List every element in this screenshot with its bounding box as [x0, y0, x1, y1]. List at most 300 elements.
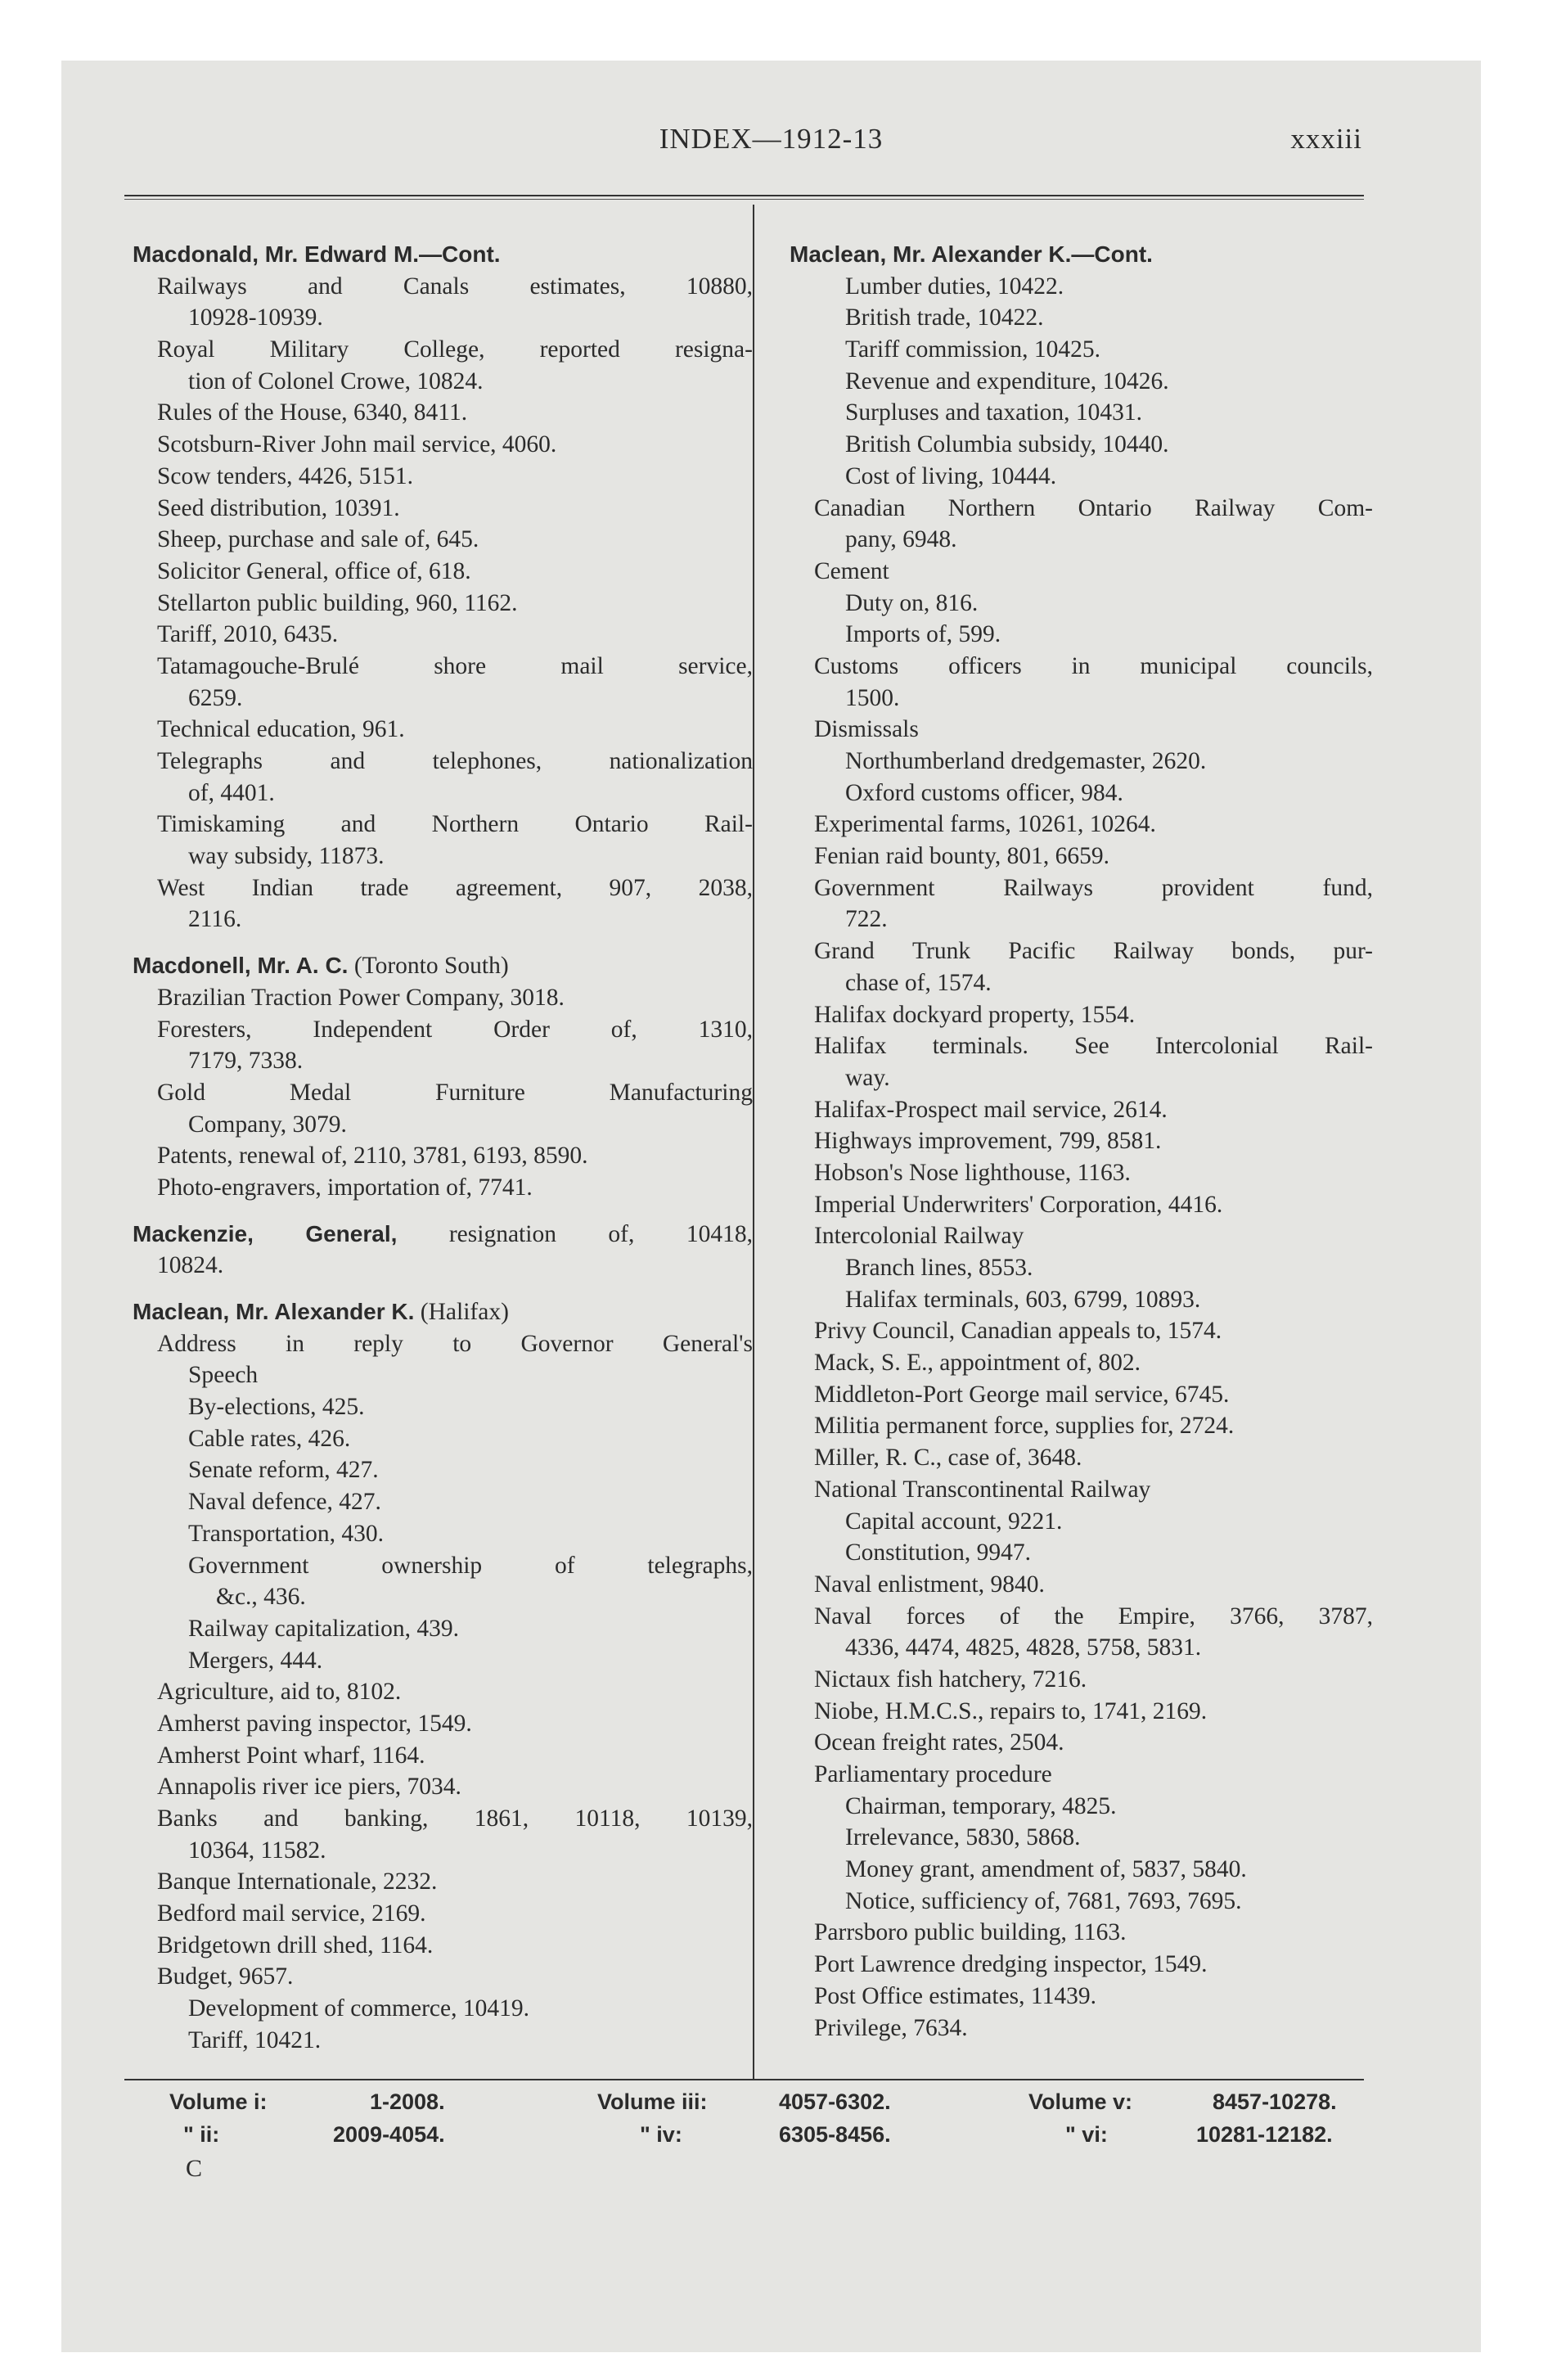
entry-word: trade	[360, 874, 409, 901]
entry-text: Mack, S. E., appointment of, 802.	[814, 1350, 1141, 1377]
entry-text: Company, 3079.	[188, 1111, 347, 1138]
entry-text: Miller, R. C., case of, 3648.	[814, 1445, 1082, 1472]
entry-word: the	[1054, 1602, 1084, 1629]
index-entry	[133, 588, 754, 620]
index-entry	[133, 1454, 754, 1486]
index-entry	[790, 809, 1375, 841]
entry-text: Railway capitalization, 439.	[188, 1615, 459, 1642]
index-entry	[790, 1379, 1375, 1411]
entry-text: Naval defence, 427.	[188, 1489, 381, 1516]
index-entry	[790, 872, 1375, 904]
index-entry	[790, 271, 1375, 303]
entry-text: Solicitor General, office of, 618.	[157, 557, 471, 584]
index-entry	[790, 1854, 1375, 1886]
entry-text: Surpluses and taxation, 10431.	[845, 399, 1142, 426]
entry-text: Chairman, temporary, 4825.	[845, 1792, 1117, 1819]
entry-word: reported	[539, 336, 620, 363]
entry-word: Governor	[520, 1330, 614, 1357]
entry-word: bonds,	[1231, 938, 1296, 965]
index-entry	[133, 1581, 754, 1613]
index-entry	[790, 1696, 1375, 1728]
entry-text: Naval enlistment, 9840.	[814, 1571, 1045, 1598]
index-entry	[790, 1506, 1375, 1538]
entry-word: Northern	[947, 494, 1036, 521]
entry-text: Bedford mail service, 2169.	[157, 1900, 426, 1927]
entry-text: Tariff commission, 10425.	[845, 336, 1101, 363]
entry-word: municipal	[1140, 652, 1237, 679]
entry-word: 10118,	[574, 1805, 641, 1832]
entry-text: Ocean freight rates, 2504.	[814, 1729, 1064, 1756]
entry-text: Scow tenders, 4426, 5151.	[157, 462, 413, 489]
index-entry	[790, 1252, 1375, 1284]
entry-text: Oxford customs officer, 984.	[845, 779, 1123, 806]
entry-word: estimates,	[529, 273, 626, 300]
index-entry	[133, 1077, 754, 1109]
entry-word: Manufacturing	[609, 1079, 753, 1106]
page-number: xxxiii	[1290, 123, 1362, 155]
entry-word: Com-	[1317, 494, 1373, 521]
index-entry	[790, 1791, 1375, 1823]
index-entry	[790, 1410, 1375, 1442]
entry-word: fund,	[1322, 874, 1373, 901]
entry-word: resignation	[448, 1220, 556, 1247]
entry-text: Development of commerce, 10419.	[188, 1995, 529, 2022]
entry-word: Rail-	[1325, 1033, 1373, 1060]
entry-text: Maclean, Mr. Alexander K.—Cont.	[790, 241, 1153, 267]
entry-text: Privy Council, Canadian appeals to, 1574.	[814, 1318, 1222, 1345]
entry-word: 1861,	[474, 1805, 529, 1832]
index-entry	[790, 619, 1375, 651]
index-entry	[133, 493, 754, 525]
index-entry	[133, 1250, 754, 1282]
entry-text: 722.	[845, 906, 888, 933]
index-entry	[790, 1759, 1375, 1791]
entry-text: of, 4401.	[188, 779, 275, 806]
index-entry	[790, 1442, 1375, 1474]
index-entry	[133, 982, 754, 1014]
index-entry	[790, 334, 1375, 366]
entry-word: terminals.	[932, 1033, 1028, 1060]
entry-word: provident	[1161, 874, 1254, 901]
entry-text: Seed distribution, 10391.	[157, 494, 400, 521]
index-entry	[133, 619, 754, 651]
entry-word: 907,	[609, 874, 652, 901]
index-entry	[133, 366, 754, 398]
entry-word: 10418,	[686, 1220, 753, 1247]
index-entry	[790, 302, 1375, 334]
entry-word: Pacific	[1008, 938, 1076, 965]
index-entry	[790, 556, 1375, 588]
entry-text: Middleton-Port George mail service, 6745.	[814, 1381, 1230, 1408]
index-entry	[790, 1569, 1375, 1601]
index-entry	[133, 1866, 754, 1898]
entry-word: Railways	[1003, 874, 1093, 901]
index-entry	[133, 429, 754, 461]
entry-word: and	[340, 811, 376, 838]
index-entry	[133, 1771, 754, 1803]
index-entry	[790, 461, 1375, 493]
index-heading	[790, 239, 1375, 271]
entry-word: Canadian	[814, 494, 906, 521]
entry-word: 3787,	[1318, 1602, 1373, 1629]
index-entry	[133, 1803, 754, 1835]
entry-text: Macdonald, Mr. Edward M.—Cont.	[133, 241, 501, 267]
entry-word: Indian	[251, 874, 314, 901]
entry-word: Royal	[157, 336, 215, 363]
entry-text: 2116.	[188, 906, 242, 933]
index-entry	[790, 2013, 1375, 2044]
entry-text: Amherst paving inspector, 1549.	[157, 1710, 472, 1737]
entry-text: Capital account, 9221.	[845, 1508, 1063, 1535]
index-entry	[133, 1645, 754, 1677]
index-entry	[790, 1094, 1375, 1126]
entry-text: Amherst Point wharf, 1164.	[157, 1742, 425, 1769]
index-entry	[790, 999, 1375, 1031]
entry-word: Railway	[1113, 938, 1194, 965]
entry-text: Transportation, 430.	[188, 1520, 385, 1547]
entry-text: Money grant, amendment of, 5837, 5840.	[845, 1856, 1247, 1883]
volume-4-range: 6305-8456.	[779, 2122, 891, 2147]
entry-word: of,	[608, 1220, 635, 1247]
index-entry	[133, 1486, 754, 1518]
index-entry	[133, 1359, 754, 1391]
index-entry	[790, 1157, 1375, 1189]
entry-text: Notice, sufficiency of, 7681, 7693, 7695.	[845, 1887, 1242, 1914]
index-entry	[133, 1550, 754, 1582]
entry-text: National Transcontinental Railway	[814, 1476, 1151, 1503]
index-entry	[133, 556, 754, 588]
index-entry	[133, 1740, 754, 1772]
entry-word: forces	[906, 1602, 965, 1629]
index-entry	[790, 1981, 1375, 2013]
index-entry	[790, 714, 1375, 746]
index-entry	[790, 429, 1375, 461]
index-entry	[790, 651, 1375, 683]
entry-word: Halifax	[814, 1033, 887, 1060]
entry-word: Grand	[814, 938, 875, 965]
index-entry	[790, 1474, 1375, 1506]
index-entry	[133, 397, 754, 429]
entry-word: resigna-	[674, 336, 753, 363]
entry-word: Address	[157, 1330, 236, 1357]
entry-text: Rules of the House, 6340, 8411.	[157, 399, 468, 426]
entry-word: in	[1071, 652, 1091, 679]
entry-word: of	[555, 1552, 575, 1579]
volume-1-range: 1-2008.	[370, 2089, 445, 2114]
index-entry	[133, 1993, 754, 2025]
entry-word: 10139,	[686, 1805, 753, 1832]
entry-word: Foresters,	[157, 1016, 252, 1043]
top-rule	[124, 195, 1364, 200]
entry-text: Stellarton public building, 960, 1162.	[157, 589, 518, 616]
entry-text: Hobson's Nose lighthouse, 1163.	[814, 1159, 1131, 1186]
index-entry	[790, 1062, 1375, 1094]
left-index-column	[133, 239, 754, 2057]
entry-text: 10364, 11582.	[188, 1837, 326, 1864]
entry-word: Railways	[157, 273, 247, 300]
entry-word: banking,	[344, 1805, 429, 1832]
entry-text: 10928-10939.	[188, 304, 323, 331]
entry-text: Brazilian Traction Power Company, 3018.	[157, 984, 565, 1011]
index-entry	[133, 524, 754, 556]
entry-text: British trade, 10422.	[845, 304, 1044, 331]
entry-word: General,	[305, 1220, 398, 1246]
entry-text: tion of Colonel Crowe, 10824.	[188, 367, 484, 394]
index-entry	[133, 872, 754, 904]
volume-6-range: 10281-12182.	[1196, 2122, 1333, 2147]
volume-2-range: 2009-4054.	[333, 2122, 445, 2147]
entry-text: Patents, renewal of, 2110, 3781, 6193, 8590.	[157, 1143, 588, 1170]
entry-text: Banque Internationale, 2232.	[157, 1868, 438, 1895]
volume-4-label: " iv:	[640, 2122, 682, 2147]
index-entry	[133, 1835, 754, 1867]
entry-word: Military	[269, 336, 349, 363]
index-entry	[133, 778, 754, 809]
entry-text: Mergers, 444.	[188, 1647, 323, 1674]
index-entry	[133, 334, 754, 366]
page-title: INDEX—1912-13	[659, 123, 884, 155]
entry-word: Furniture	[435, 1079, 525, 1106]
index-entry	[790, 588, 1375, 620]
entry-text: Northumberland dredgemaster, 2620.	[845, 748, 1207, 774]
index-entry	[133, 1172, 754, 1204]
entry-text: Technical education, 961.	[157, 716, 405, 743]
entry-word: Customs	[814, 652, 899, 679]
entry-word: Ontario	[574, 811, 649, 838]
entry-text: Halifax dockyard property, 1554.	[814, 1001, 1136, 1028]
entry-text: British Columbia subsidy, 10440.	[845, 431, 1169, 458]
entry-text: Militia permanent force, supplies for, 2724.	[814, 1413, 1235, 1440]
entry-word: Rail-	[704, 811, 753, 838]
entry-text: Sheep, purchase and sale of, 645.	[157, 526, 479, 553]
index-entry	[790, 683, 1375, 714]
entry-word: Ontario	[1078, 494, 1152, 521]
index-entry	[790, 746, 1375, 778]
index-entry	[790, 967, 1375, 999]
entry-word: 2038,	[698, 874, 753, 901]
index-entry	[790, 1284, 1375, 1316]
entry-word: shore	[434, 652, 487, 679]
entry-word: Telegraphs	[157, 748, 263, 774]
entry-word: mail	[560, 652, 604, 679]
entry-text: 4336, 4474, 4825, 4828, 5758, 5831.	[845, 1634, 1202, 1661]
index-entry	[790, 1664, 1375, 1696]
entry-text: Halifax-Prospect mail service, 2614.	[814, 1096, 1168, 1123]
entry-text: Highways improvement, 799, 8581.	[814, 1128, 1162, 1155]
entry-word: and	[330, 748, 366, 774]
index-entry	[790, 1601, 1375, 1633]
index-heading	[133, 1296, 754, 1328]
volume-5-range: 8457-10278.	[1213, 2089, 1337, 2114]
index-entry	[133, 1328, 754, 1360]
entry-word: Empire,	[1118, 1602, 1195, 1629]
entry-text: Post Office estimates, 11439.	[814, 1982, 1096, 2009]
index-entry	[790, 1727, 1375, 1759]
entry-text: Dismissals	[814, 716, 919, 743]
index-entry	[133, 1140, 754, 1172]
index-entry	[790, 778, 1375, 809]
entry-word: Northern	[431, 811, 520, 838]
entry-text: Annapolis river ice piers, 7034.	[157, 1774, 461, 1801]
volume-6-label: " vi:	[1065, 2122, 1108, 2147]
entry-text: 1500.	[845, 684, 900, 711]
index-entry	[790, 935, 1375, 967]
index-entry	[133, 302, 754, 334]
entry-text: Halifax terminals, 603, 6799, 10893.	[845, 1286, 1201, 1313]
index-entry	[790, 1030, 1375, 1062]
entry-word: Naval	[814, 1602, 872, 1629]
running-head	[61, 123, 1481, 164]
entry-word: Medal	[289, 1079, 352, 1106]
entry-text: Imperial Underwriters' Corporation, 4416.	[814, 1191, 1223, 1218]
entry-text: &c., 436.	[216, 1584, 306, 1611]
entry-text: Constitution, 9947.	[845, 1539, 1032, 1566]
entry-text: Tariff, 10421.	[188, 2026, 322, 2053]
entry-word: Intercolonial	[1155, 1033, 1279, 1060]
index-entry	[790, 1537, 1375, 1569]
index-entry	[790, 397, 1375, 429]
index-entry	[790, 1886, 1375, 1918]
entry-word: and	[263, 1805, 299, 1832]
entry-suffix: (Halifax)	[414, 1299, 509, 1325]
index-entry	[133, 809, 754, 841]
entry-text: Parliamentary procedure	[814, 1761, 1052, 1787]
entry-text: 10824.	[157, 1252, 224, 1279]
entry-text: Privilege, 7634.	[814, 2014, 968, 2041]
index-entry	[790, 904, 1375, 935]
entry-text: Lumber duties, 10422.	[845, 273, 1064, 300]
entry-word: reply	[353, 1330, 403, 1357]
entry-word: in	[286, 1330, 304, 1357]
index-heading	[133, 1219, 754, 1251]
index-entry	[790, 1189, 1375, 1221]
entry-word: agreement,	[455, 874, 563, 901]
entry-text: Revenue and expenditure, 10426.	[845, 367, 1169, 394]
entry-text: Fenian raid bounty, 801, 6659.	[814, 843, 1110, 870]
index-entry	[790, 1822, 1375, 1854]
index-entry	[133, 1518, 754, 1550]
index-entry	[790, 1315, 1375, 1347]
entry-word: Tatamagouche-Brulé	[157, 652, 359, 679]
entry-text: Bridgetown drill shed, 1164.	[157, 1931, 434, 1959]
volume-1-label: Volume i:	[169, 2089, 268, 2114]
entry-text: Intercolonial Railway	[814, 1223, 1024, 1250]
entry-word: Government	[814, 874, 935, 901]
index-entry	[133, 1423, 754, 1455]
index-entry	[790, 1917, 1375, 1949]
entry-text: Tariff, 2010, 6435.	[157, 621, 339, 648]
entry-word: General's	[662, 1330, 753, 1357]
entry-text: Imports of, 599.	[845, 621, 1001, 648]
entry-word: of	[999, 1602, 1020, 1629]
index-entry	[133, 271, 754, 303]
entry-word: telephones,	[432, 748, 542, 774]
index-entry	[790, 493, 1375, 525]
entry-word: Railway	[1195, 494, 1276, 521]
bottom-rule	[124, 2079, 1364, 2080]
entry-word: pur-	[1333, 938, 1373, 965]
index-entry	[133, 1391, 754, 1423]
entry-word: councils,	[1286, 652, 1373, 679]
entry-text: Macdonell, Mr. A. C.	[133, 953, 349, 979]
entry-text: Maclean, Mr. Alexander K.	[133, 1299, 415, 1324]
entry-text: Niobe, H.M.C.S., repairs to, 1741, 2169.	[814, 1697, 1208, 1724]
index-entry	[133, 1613, 754, 1645]
entry-text: pany, 6948.	[845, 526, 957, 553]
entry-word: College,	[403, 336, 485, 363]
index-entry	[133, 1708, 754, 1740]
entry-text: way subsidy, 11873.	[188, 843, 385, 870]
entry-text: Nictaux fish hatchery, 7216.	[814, 1666, 1087, 1693]
entry-text: Parrsboro public building, 1163.	[814, 1919, 1127, 1946]
entry-word: of,	[610, 1016, 637, 1043]
entry-text: Duty on, 816.	[845, 589, 979, 616]
index-entry	[133, 2025, 754, 2057]
entry-word: officers	[948, 652, 1022, 679]
entry-word: Independent	[313, 1016, 433, 1043]
entry-text: Irrelevance, 5830, 5868.	[845, 1824, 1081, 1851]
entry-word: nationalization	[609, 748, 753, 774]
entry-word: Banks	[157, 1805, 218, 1832]
column-divider	[753, 205, 754, 2079]
volume-3-range: 4057-6302.	[779, 2089, 891, 2114]
entry-text: way.	[845, 1064, 890, 1091]
signature-mark: C	[186, 2155, 203, 2182]
entry-text: Scotsburn-River John mail service, 4060.	[157, 431, 557, 458]
entry-word: ownership	[381, 1552, 483, 1579]
entry-word: 1310,	[698, 1016, 753, 1043]
entry-word: service,	[678, 652, 753, 679]
entry-text: Senate reform, 427.	[188, 1457, 379, 1484]
volume-3-label: Volume iii:	[597, 2089, 708, 2114]
entry-text: Cement	[814, 557, 889, 584]
volume-2-label: " ii:	[183, 2122, 220, 2147]
entry-text: chase of, 1574.	[845, 969, 992, 996]
index-heading	[133, 239, 754, 271]
index-entry	[133, 1014, 754, 1046]
entry-text: Speech	[188, 1362, 259, 1389]
index-entry	[133, 683, 754, 714]
index-entry	[133, 1676, 754, 1708]
entry-word: Canals	[403, 273, 470, 300]
entry-word: Government	[188, 1552, 309, 1579]
entry-text: 7179, 7338.	[188, 1048, 304, 1075]
index-entry	[133, 1930, 754, 1962]
entry-word: 3766,	[1230, 1602, 1285, 1629]
entry-text: By-elections, 425.	[188, 1394, 365, 1421]
entry-word: Order	[493, 1016, 550, 1043]
index-entry	[133, 746, 754, 778]
entry-text: Cost of living, 10444.	[845, 462, 1057, 489]
index-entry	[790, 524, 1375, 556]
entry-text: Experimental farms, 10261, 10264.	[814, 811, 1156, 838]
index-entry	[790, 1220, 1375, 1252]
index-entry	[133, 1961, 754, 1993]
entry-word: See	[1074, 1033, 1109, 1060]
index-entry	[790, 366, 1375, 398]
index-entry	[133, 1898, 754, 1930]
volume-5-label: Volume v:	[1028, 2089, 1133, 2114]
entry-text: Branch lines, 8553.	[845, 1255, 1033, 1281]
entry-suffix: (Toronto South)	[348, 953, 509, 980]
entry-text: Cable rates, 426.	[188, 1425, 351, 1452]
index-entry	[790, 1125, 1375, 1157]
entry-word: Timiskaming	[157, 811, 286, 838]
entry-text: Port Lawrence dredging inspector, 1549.	[814, 1951, 1208, 1978]
entry-text: 6259.	[188, 684, 243, 711]
index-entry	[133, 651, 754, 683]
index-entry	[133, 841, 754, 872]
